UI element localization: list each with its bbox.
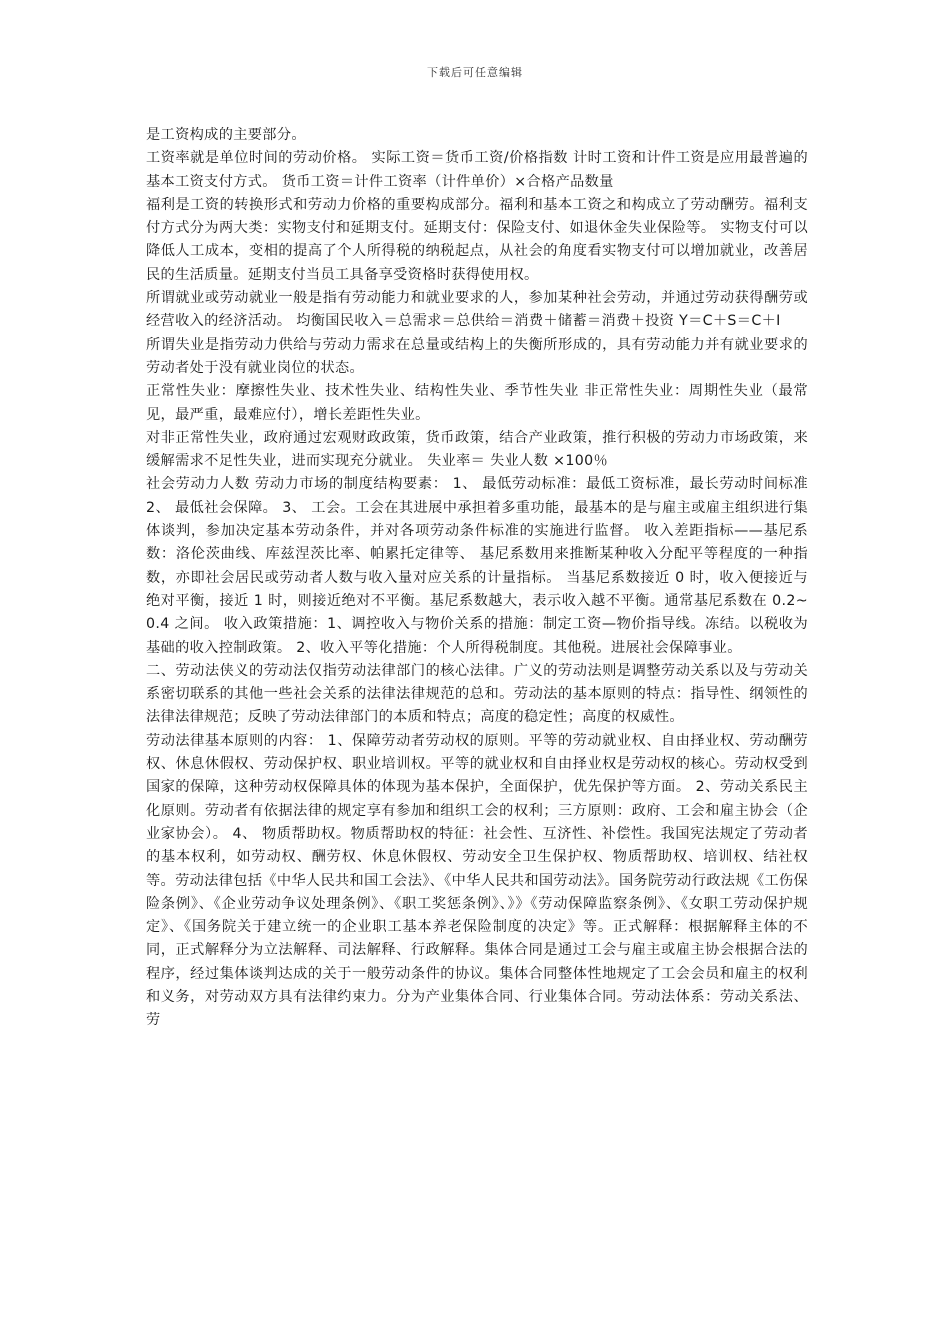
paragraph: 所谓就业或劳动就业一般是指有劳动能力和就业要求的人，参加某种社会劳动，并通过劳动获得酬劳或经营收入的经济活动。 均衡国民收入＝总需求＝总供给＝消费＋储蓄＝消费＋投资 Y＝C＋S＝C＋I	[146, 290, 808, 330]
paragraph: 社会劳动力人数 劳动力市场的制度结构要素： 1、 最低劳动标准：最低工资标准，最长劳动时间标准 2、 最低社会保障。 3、 工会。工会在其进展中承担着多重功能，最基本的是与雇主或雇主组织进行集体谈判，参加决定基本劳动条件，并对各项劳动条件标准的实施进行监督。 收入差距指标——基尼系数：洛伦茨曲线、库兹涅茨比率、帕累托定律等、 基尼系数用来推断某种收入分配平等程度的一种指数，亦即社会居民或劳动者人数与收入量对应关系的计量指标。 当基尼系数接近 0 时，收入便接近与绝对平衡，接近 1 时，则接近绝对不平衡。基尼系数越大，表示收入越不平衡。通常基尼系数在 0.2~0.4 之间。 收入政策措施：1、调控收入与物价关系的措施：制定工资—物价指导线。冻结。以税收为基础的收入控制政策。 2、收入平等化措施：个人所得税制度。其他税。进展社会保障事业。	[146, 476, 808, 656]
paragraph: 对非正常性失业，政府通过宏观财政政策，货币政策，结合产业政策，推行积极的劳动力市场政策，来缓解需求不足性失业，进而实现充分就业。 失业率＝ 失业人数 ×100％	[146, 429, 808, 470]
page-header: 下载后可任意编辑	[427, 66, 523, 79]
paragraph: 工资率就是单位时间的劳动价格。 实际工资＝货币工资/价格指数 计时工资和计件工资是应用最普遍的基本工资支付方式。 货币工资＝计件工资率（计件单价）×合格产品数量	[146, 150, 808, 190]
paragraph: 劳动法律基本原则的内容： 1、保障劳动者劳动权的原则。平等的劳动就业权、自由择业权、劳动酬劳权、休息休假权、劳动保护权、职业培训权。平等的就业权和自由择业权是劳动权的核心。劳动权受到国家的保障，这种劳动权保障具体的体现为基本保护，全面保护，优先保护等方面。 2、劳动关系民主化原则。劳动者有依据法律的规定享有参加和组织工会的权利；三方原则：政府、工会和雇主协会（企业家协会）。 4、 物质帮助权。物质帮助权的特征：社会性、互济性、补偿性。我国宪法规定了劳动者的基本权利，如劳动权、酬劳权、休息休假权、劳动安全卫生保护权、物质帮助权、培训权、结社权等。劳动法律包括《中华人民共和国工会法》、《中华人民共和国劳动法》。国务院劳动行政法规《工伤保险条例》、《企业劳动争议处理条例》、《职工奖惩条例》、》》《劳动保障监察条例》、《女职工劳动保护规定》、《国务院关于建立统一的企业职工基本养老保险制度的决定》等。正式解释：根据解释主体的不同，正式解释分为立法解释、司法解释、行政解释。集体合同是通过工会与雇主或雇主协会根据合法的程序，经过集体谈判达成的关于一般劳动条件的协议。集体合同整体性地规定了工会会员和雇主的权利和义务，对劳动双方具有法律约束力。分为产业集体合同、行业集体合同。劳动法体系：劳动关系法、劳	[146, 732, 808, 1029]
paragraph: 福利是工资的转换形式和劳动力价格的重要构成部分。福利和基本工资之和构成立了劳动酬劳。福利支付方式分为两大类：实物支付和延期支付。延期支付：保险支付、如退休金失业保险等。 实物支付可以降低人工成本，变相的提高了个人所得税的纳税起点，从社会的角度看实物支付可以增加就业，改善居民的生活质量。延期支付当员工具备享受资格时获得使用权。	[146, 196, 808, 283]
paragraph: 二、劳动法侠义的劳动法仅指劳动法律部门的核心法律。广义的劳动法则是调整劳动关系以及与劳动关系密切联系的其他一些社会关系的法律法律规范的总和。劳动法的基本原则的特点：指导性、纲领性的法律法律规范；反映了劳动法律部门的本质和特点；高度的稳定性；高度的权威性。	[146, 662, 808, 726]
document-body	[146, 124, 808, 1033]
paragraph: 所谓失业是指劳动力供给与劳动力需求在总量或结构上的失衡所形成的，具有劳动能力并有就业要求的劳动者处于没有就业岗位的状态。	[146, 336, 808, 376]
paragraph: 是工资构成的主要部分。	[146, 127, 306, 143]
paragraph: 正常性失业：摩擦性失业、技术性失业、结构性失业、季节性失业 非正常性失业：周期性失业（最常见，最严重，最难应付），增长差距性失业。	[146, 383, 808, 423]
